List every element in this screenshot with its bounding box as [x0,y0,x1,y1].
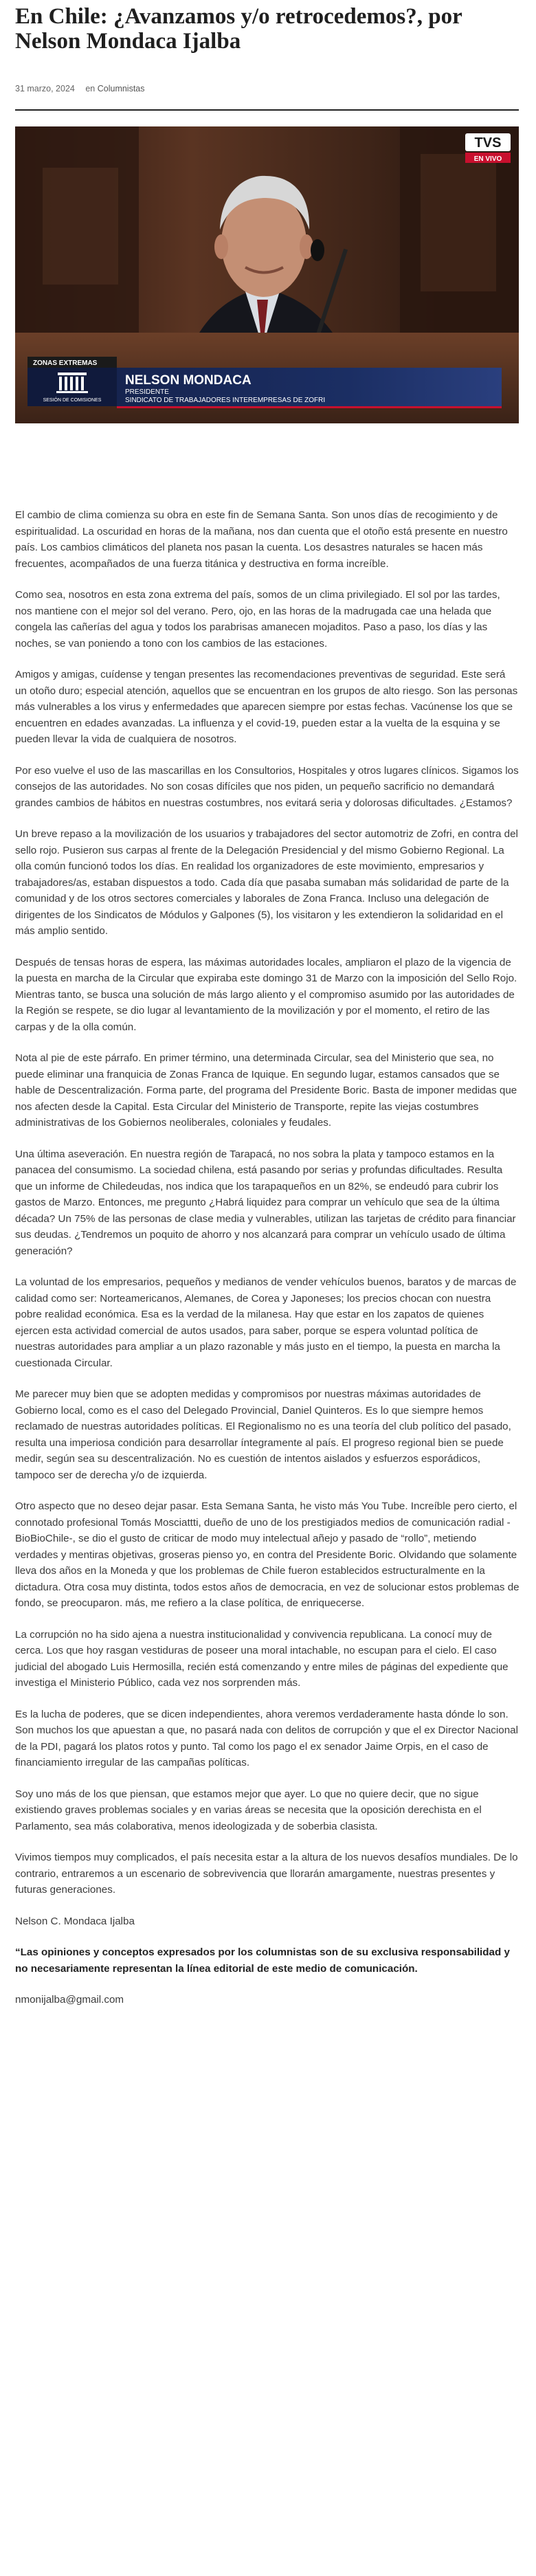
hero-image [15,126,519,423]
zone-sublabel: SESIÓN DE COMISIONES [43,398,102,403]
paragraph: Es la lucha de poderes, que se dicen independientes, ahora veremos verdaderamente hasta dónde lo son. Son muchos los que apuestan a que, no pasará nada con delitos de corrupción y que el ex Director Nacional de la PDI, pagará los platos rotos y punto. Tal como los pago el ex senador Jaime Orpis, en el caso de financiamiento irregular de las campañas políticas. [15,1708,518,1768]
article-date: 31 marzo, 2024 [15,84,75,93]
paragraph: La corrupción no ha sido ajena a nuestra institucionalidad y convivencia republicana. La conocí muy de cerca. Los que hoy rasgan vestiduras de poseer una moral intachable, no escupan para el cielo. El caso judicial del abogado Luis Hermosilla, recién está comenzando y entre miles de páginas del expediente que investiga el Ministerio Público, cada vez nos sorprenden más. [15,1628,509,1689]
article-meta [15,84,145,93]
live-badge-text: EN VIVO [473,155,502,163]
paragraph: La voluntad de los empresarios, pequeños y medianos de vender vehículos buenos, baratos y de marcas de calidad como ser: Norteamericanos, Alemanes, de Corea y Japoneses; los precios chocan con nuestra pobre realidad económica. Esa es la verdad de la milanesa. Hay que estar en los zapatos de quienes ejercen esta actividad comercial de autos usados, para saber, porque se espera voluntad política de nuestras autoridades para ampliar a un plazo razonable y más justo en el tiempo, la puesta en marcha la cuestionada Circular. [15,1276,517,1369]
paragraph: Nota al pie de este párrafo. En primer término, una determinada Circular, sea del Ministerio que sea, no puede eliminar una franquicia de Zonas Franca de Iquique. En segundo lugar, estamos cansados que se hable de Descentralización. Forma parte, del programa del Presidente Boric. Basta de imponer medidas que nos afecten desde la Capital. Esta Circular del Ministerio de Transporte, repite las viejas costumbres administrativas de los Gobiernos neoliberales, coloniales y feudales. [15,1052,517,1129]
person-org: SINDICATO DE TRABAJADORES INTEREMPRESAS DE ZOFRI [125,397,326,404]
person-role: PRESIDENTE [125,388,169,396]
paragraph: El cambio de clima comienza su obra en este fin de Semana Santa. Son unos días de recogimiento y de espiritualidad. La oscuridad en horas de la mañana, nos dan cuenta que el otoño está presente en nuestro país. Los cambios climáticos del planeta nos pasan la cuenta. Los desastres naturales se hacen más frecuentes, acompañados de una fuerza titánica y destructiva en forma increíble. [15,509,508,570]
editorial-disclaimer: “Las opiniones y conceptos expresados por los columnistas son de su exclusiva responsabilidad y no necesariamente representan la línea editorial de este medio de comunicación. [15,1946,510,1975]
title-divider [15,109,519,111]
paragraph: Una última aseveración. En nuestra región de Tarapacá, no nos sobra la plata y tampoco estamos en la panacea del consumismo. La sociedad chilena, está pasando por serias y profundas dificultades. Resulta que un informe de Chiledeudas, nos indica que los tarapaqueños en un 82%, se endeudó para cubrir los gastos de Marzo. Entonces, me pregunto ¿Habrá liquidez para comprar un vehículo que sea de la última década? Un 75% de las personas de clase media y vulnerables, utilizan las tarjetas de crédito para financiar sus deudas. ¿Tendremos un poquito de ahorro y nos alcanzará para comprar un vehículo usado de última generación? [15,1148,516,1257]
channel-logo [465,133,511,163]
article-body [15,507,520,2023]
channel-logo-text: TVS [474,135,502,151]
paragraph: Soy uno más de los que piensan, que estamos mejor que ayer. Lo que no quiere decir, que no sigue existiendo graves problemas sociales y en varias áreas se necesita que la oposición derechista en el Parlamento, sea más colaborativa, menos ideologizada y de soberbia clasista. [15,1788,482,1832]
paragraph: Por eso vuelve el uso de las mascarillas en los Consultorios, Hospitales y otros lugares clínicos. Sigamos los consejos de las autoridades. No son cosas difíciles que nos piden, un pequeño sacrificio no demandará grandes cambios de hábitos en nuestras costumbres, nos evitará seria y dolorosas dificultades. ¿Estamos? [15,764,519,809]
person-name: NELSON MONDACA [125,373,252,388]
category-prefix: en [85,84,96,93]
paragraph: Otro aspecto que no deseo dejar pasar. Esta Semana Santa, he visto más You Tube. Increíble pero cierto, el connotado profesional Tomás Mosciattti, dueño de uno de los prestigiados medios de comunicación radial -BioBioChile-, se dio el gusto de criticar de modo muy intelectual añejo y pasado de “rollo”, metiendo verdades y mentiras objetivas, groseras pienso yo, en contra del Presidente Boric. Olvidando que solamente lleva dos años en la Moneda y que los problemas de Chile fueron establecidos estructuralmente en la dictadura. Otra cosa muy distinta, todos estos años de democracia, en vez de solucionar estos problemas de fondo, se preocuparon. más, me refiero a la clase política, de enriquecerse. [15,1500,520,1609]
paragraph: Me parecer muy bien que se adopten medidas y compromisos por nuestras máximas autoridades de Gobierno local, como es el caso del Delegado Provincial, Daniel Quinteros. Es lo que siempre hemos reclamado de nuestras autoridades políticas. El Regionalismo no es una teoría del club político del pasado, resulta una imperiosa condición para desarrollar íntegramente al país. El progreso regional bien se puede medir, según sea su descentralización. No es cuestión de intentos aislados y esfuerzos esporádicos, tampoco ser de derecha y/o de izquierda. [15,1388,511,1481]
author-signature: Nelson C. Mondaca Ijalba [15,1915,135,1927]
category-link[interactable]: Columnistas [97,84,145,93]
paragraph: Vivimos tiempos muy complicados, el país necesita estar a la altura de los nuevos desafíos mundiales. De lo contrario, entraremos a un escenario de sobrevivencia que llorarán amargamente, nuestras presentes y futuras generaciones. [15,1852,518,1896]
paragraph: Después de tensas horas de espera, las máximas autoridades locales, ampliaron el plazo de la vigencia de la puesta en marcha de la Circular que expiraba este domingo 31 de Marzo con la imposición del Sello Rojo. Mientras tanto, se busca una solución de más largo aliento y el compromiso asumido por las autoridades de la Región se respete, se dio lugar al levantamiento de la movilización y por el momento, el retiro de las carpas y de la olla común. [15,956,517,1033]
paragraph: Un breve repaso a la movilización de los usuarios y trabajadores del sector automotriz de Zofri, en contra del sello rojo. Pusieron sus carpas al frente de la Delegación Presidencial y del mismo Gobierno Regional. La olla común funcionó todos los días. En realidad los organizadores de este movimiento, empresarios y trabajadores/as, estaban dispuestos a todo. Cada día que pasaba sumaban más solidaridad de parte de la comunidad y de los otros sectores comerciales y laborales de Zona Franca. Incluso una delegación de dirigentes de los Sindicatos de Módulos y Galpones (5), los visitaron y les extendieron la solidaridad en el más amplio sentido. [15,828,518,937]
paragraph: Amigos y amigas, cuídense y tengan presentes las recomendaciones preventivas de seguridad. Este será un otoño duro; especial atención, aquellos que se encuentran en los grupos de alto riesgo. Son las personas más vulnerables a los virus y enfermedades que aparecen siempre por estas fechas. Vacúnense los que se encuentren en edades avanzadas. La influenza y el covid-19, pueden estar a la vuelta de la esquina y se pueden llevar la vida de cualquiera de nosotros. [15,669,518,745]
author-email[interactable]: nmonijalba@gmail.com [15,1994,124,2006]
article-title: En Chile: ¿Avanzamos y/o retrocedemos?, por Nelson Mondaca Ijalba [15,4,462,54]
name-bar-accent [117,406,502,408]
paragraph: Como sea, nosotros en esta zona extrema del país, somos de un clima privilegiado. El sol por las tardes, nos mantiene con el mejor sol del verano. Pero, ojo, en las horas de la madrugada cae una helada que congela las cañerías del agua y todos los parabrisas amanecen mojaditos. Paso a paso, los días y las noches, se van poniendo a tono con los cambios de las estaciones. [15,589,500,649]
zone-label: ZONAS EXTREMAS [33,359,98,367]
